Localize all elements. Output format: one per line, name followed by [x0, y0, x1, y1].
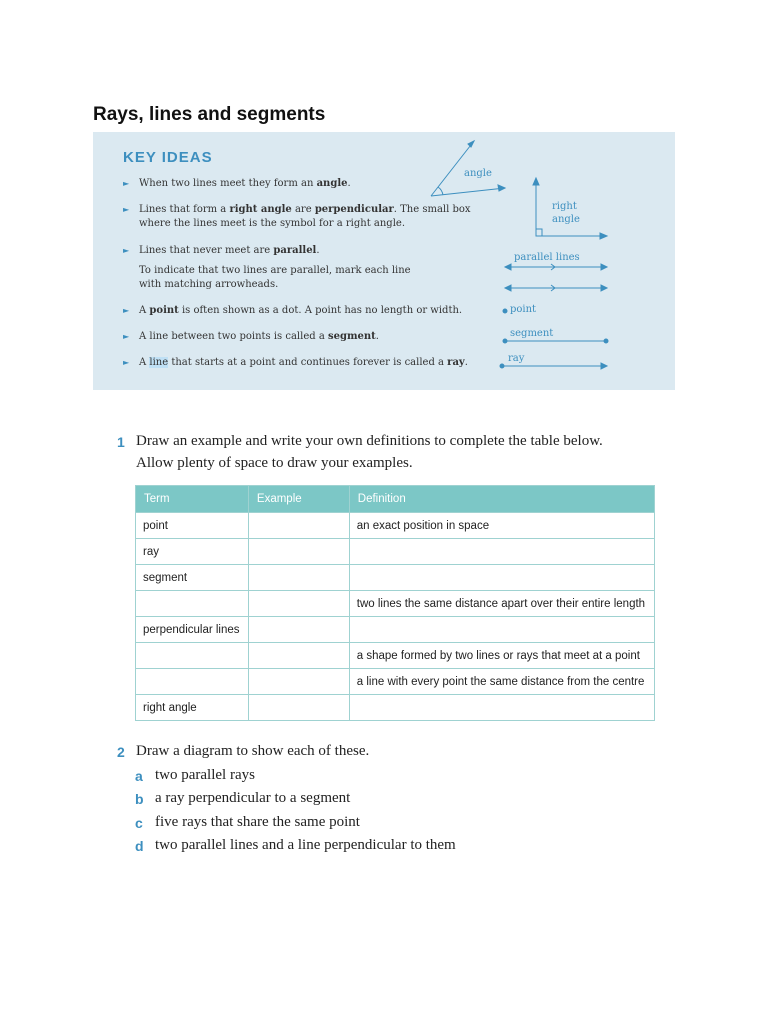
bullet-segment: ► A line between two points is called a segment. [123, 331, 379, 342]
example-cell[interactable] [248, 565, 349, 591]
table-row [136, 617, 655, 643]
bullet-point: ► A point is often shown as a dot. A point has no length or width. [123, 305, 463, 316]
term-cell[interactable] [136, 591, 249, 617]
point-dot [503, 309, 507, 313]
item-d-text: two parallel lines and a line perpendicular to them [155, 837, 456, 853]
example-cell[interactable] [248, 669, 349, 695]
segment-diagram [503, 339, 608, 343]
definition-cell[interactable] [349, 695, 654, 721]
term-cell[interactable]: ray [136, 539, 249, 565]
item-c-letter: c [135, 815, 143, 831]
table-row [136, 539, 655, 565]
item-b-letter: b [135, 791, 144, 807]
bullet-arrow-icon: ► [123, 179, 130, 188]
definition-cell[interactable]: two lines the same distance apart over their entire length [349, 591, 654, 617]
page-title: Rays, lines and segments [93, 104, 326, 125]
header-term: Term [136, 486, 249, 513]
term-cell[interactable]: right angle [136, 695, 249, 721]
definition-cell[interactable] [349, 565, 654, 591]
parallel-lines-label: parallel lines [514, 252, 580, 263]
item-a-text: two parallel rays [155, 767, 255, 783]
point-label: point [510, 304, 537, 315]
table-row [136, 643, 655, 669]
definition-cell[interactable] [349, 539, 654, 565]
example-cell[interactable] [248, 695, 349, 721]
question-2-number: 2 [117, 744, 125, 760]
table-row [136, 695, 655, 721]
example-cell[interactable] [248, 643, 349, 669]
example-cell[interactable] [248, 539, 349, 565]
term-cell[interactable] [136, 643, 249, 669]
term-cell[interactable] [136, 669, 249, 695]
bullet-arrow-icon: ► [123, 358, 130, 367]
item-b-text: a ray perpendicular to a segment [155, 790, 351, 806]
question-2-text: Draw a diagram to show each of these. [136, 743, 370, 759]
bullet-parallel: ► Lines that never meet are parallel. To indicate that two lines are parallel, mark each line with matching arrowheads. [123, 245, 411, 290]
bullet-arrow-icon: ► [123, 306, 130, 315]
term-cell[interactable]: perpendicular lines [136, 617, 249, 643]
key-ideas-diagram [93, 132, 675, 390]
right-angle-label: right angle [552, 201, 580, 225]
term-cell[interactable]: segment [136, 565, 249, 591]
definition-cell[interactable] [349, 617, 654, 643]
table-row [136, 669, 655, 695]
key-ideas-box [93, 132, 675, 390]
example-cell[interactable] [248, 591, 349, 617]
header-example: Example [248, 486, 349, 513]
item-d-letter: d [135, 838, 144, 854]
question-1-number: 1 [117, 434, 125, 450]
bullet-ray: ► A line that starts at a point and continues forever is called a ray. [123, 357, 468, 368]
example-cell[interactable] [248, 617, 349, 643]
bullet-arrow-icon: ► [123, 246, 130, 255]
example-cell[interactable] [248, 513, 349, 539]
item-c-text: five rays that share the same point [155, 814, 360, 830]
question-1-line-2: Allow plenty of space to draw your examples. [136, 455, 413, 471]
table-row [136, 513, 655, 539]
table-header-row [136, 486, 655, 513]
angle-label: angle [464, 168, 492, 179]
definition-cell[interactable]: a line with every point the same distance from the centre [349, 669, 654, 695]
parallel-lines-diagram [505, 264, 607, 291]
bullet-arrow-icon: ► [123, 205, 130, 214]
header-definition: Definition [349, 486, 654, 513]
bullet-arrow-icon: ► [123, 332, 130, 341]
definition-cell[interactable]: a shape formed by two lines or rays that meet at a point [349, 643, 654, 669]
key-ideas-heading: KEY IDEAS [123, 149, 213, 166]
table-row [136, 565, 655, 591]
term-cell[interactable]: point [136, 513, 249, 539]
ray-label: ray [508, 353, 525, 364]
table-row [136, 591, 655, 617]
terms-table [135, 485, 655, 721]
question-1-line-1: Draw an example and write your own definitions to complete the table below. [136, 433, 603, 449]
item-a-letter: a [135, 768, 143, 784]
bullet-perpendicular: ► Lines that form a right angle are perpendicular. The small box where the lines meet is the symbol for a right angle. [123, 204, 471, 229]
definition-cell[interactable]: an exact position in space [349, 513, 654, 539]
segment-label: segment [510, 328, 554, 339]
bullet-angle: ► When two lines meet they form an angle. [123, 178, 351, 189]
